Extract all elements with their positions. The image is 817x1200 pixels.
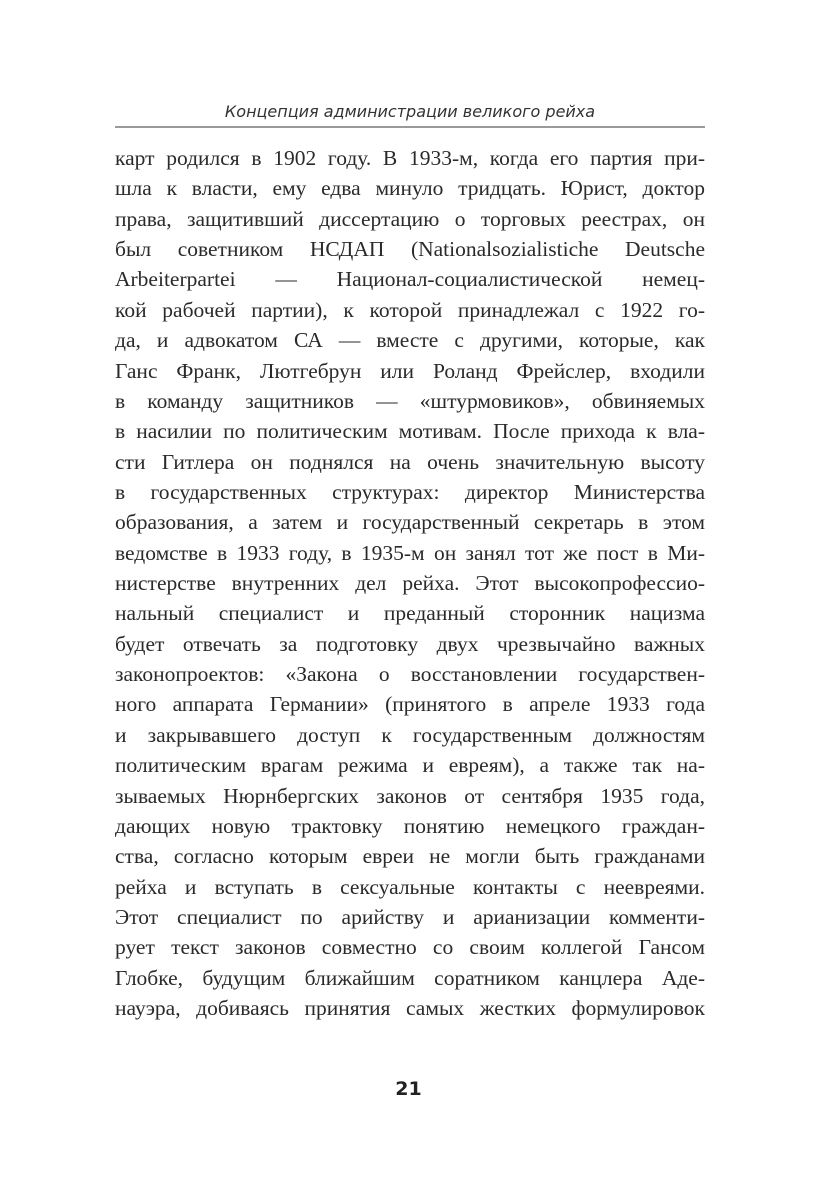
text-line: Arbeiterpartei — Национал-социалистической немец- <box>115 267 705 292</box>
text-line: Ганс Франк, Лютгебрун или Роланд Фрейслер, входили <box>115 358 705 383</box>
body-text <box>115 143 705 1023</box>
text-line: ства, согласно которым евреи не могли быть гражданами <box>115 844 705 869</box>
text-line: рует текст законов совместно со своим коллегой Гансом <box>115 935 705 960</box>
running-head: Концепция администрации великого рейха <box>224 102 596 121</box>
text-line: зываемых Нюрнбергских законов от сентября 1935 года, <box>115 783 705 808</box>
text-line: Глобке, будущим ближайшим соратником канцлера Аде- <box>115 965 705 990</box>
text-line: дающих новую трактовку понятию немецкого граждан- <box>115 813 705 838</box>
text-line: в команду защитников — «штурмовиков», обвиняемых <box>115 388 705 413</box>
text-line: политическим врагам режима и евреям), а также так на- <box>115 753 705 778</box>
text-line: сти Гитлера он поднялся на очень значительную высоту <box>115 449 705 474</box>
text-line: права, защитивший диссертацию о торговых реестрах, он <box>115 206 705 231</box>
text-line: нальный специалист и преданный сторонник нацизма <box>115 601 705 626</box>
text-line: рейха и вступать в сексуальные контакты с неевреями. <box>115 874 705 899</box>
text-line: карт родился в 1902 году. В 1933-м, когда его партия при- <box>115 146 705 170</box>
text-line: и закрывавшего доступ к государственным должностям <box>115 722 705 747</box>
text-line: шла к власти, ему едва минуло тридцать. Юрист, доктор <box>115 176 705 201</box>
text-line: будет отвечать за подготовку двух чрезвычайно важных <box>115 631 705 656</box>
text-line: да, и адвокатом СА — вместе с другими, которые, как <box>115 328 705 353</box>
text-line: кой рабочей партии), к которой принадлежал с 1922 го- <box>115 297 705 322</box>
text-line: образования, а затем и государственный секретарь в этом <box>115 510 705 535</box>
text-line: нистерстве внутренних дел рейха. Этот высокопрофессио- <box>115 571 705 596</box>
text-line: законопроектов: «Закона о восстановлении государствен- <box>115 662 705 687</box>
text-line: в государственных структурах: директор Министерства <box>115 479 705 504</box>
text-line: ведомстве в 1933 году, в 1935-м он занял тот же пост в Ми- <box>115 540 705 565</box>
text-line: ного аппарата Германии» (принятого в апреле 1933 года <box>115 692 705 717</box>
text-line: науэра, добиваясь принятия самых жестких формулировок <box>115 996 705 1021</box>
text-line: в насилии по политическим мотивам. После прихода к вла- <box>115 419 705 444</box>
text-line: Этот специалист по арийству и арианизации комменти- <box>115 904 705 929</box>
header-rule <box>115 126 705 128</box>
text-line: был советником НСДАП (Nationalsozialistiche Deutsche <box>115 237 705 262</box>
page-number: 21 <box>395 1078 422 1100</box>
